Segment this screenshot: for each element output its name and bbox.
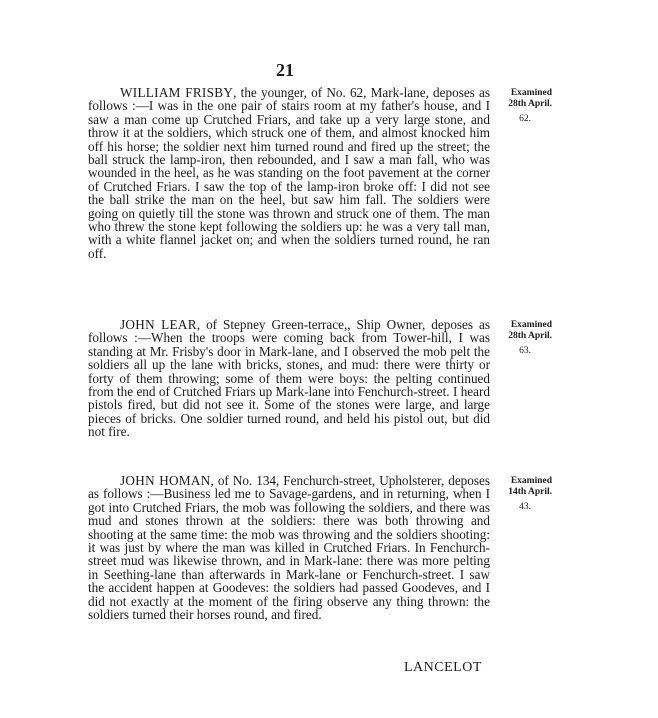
deposition-frisby [88, 86, 490, 260]
page-number: 21 [276, 60, 294, 80]
deposition-text: , the younger, of No. 62, Mark-lane, deposes as follows :—I was in the one pair of stairs room at my father's house, and I saw a man come up Crutched Friars, and take up a very large stone, and throw it at the soldiers, which struck one of them, and almost knocked him off his horse; the soldier next him turned round and fired up the street; the ball struck the lamp-iron, then rebounded, and I saw a man fall, who was wounded in the heel, as he was standing on the foot pavement at the corner of Crutched Friars. I saw the top of the lamp-iron broke off: I did not see the ball strike the man on the heel, but saw him fall. The soldiers were going on quietly till the stone was thrown and struck one of them. The man who threw the stone kept following the soldiers up: he was a very tall man, with a white flannel jacket on; and when the soldiers turned round, he ran off. [88, 85, 490, 261]
deponent-name: JOHN HOMAN [120, 473, 211, 488]
margin-note-homan [492, 476, 552, 513]
margin-note-lear [492, 320, 552, 357]
margin-number: 63. [519, 346, 531, 356]
deposition-text: , of No. 134, Fenchurch-street, Upholsterer, deposes as follows :—Business led me to Savage-gardens, and in returning, when I got into Crutched Friars, the mob was following the soldiers, and there was mud and stones thrown at the soldiers: there was both throwing and shooting at the same time: the mob was throwing and the soldiers shooting: it was just by where the man was killed in Crutched Friars. In Fenchurch-street mud was likewise thrown, and in Mark-lane: there was more pelting in Seething-lane than afterwards in Mark-lane or Fenchurch-street. I saw the accident happen at Goodeves: the soldiers had passed Goodeves, and I did not exactly at the moment of the firing observe any thing thrown: the soldiers turned their horses round, and fired. [88, 473, 490, 623]
margin-date: 28th April. [508, 99, 552, 109]
margin-note-frisby [492, 88, 552, 125]
deposition-text: , of Stepney Green-terrace,, Ship Owner, deposes as follows :—When the troops were coming back from Tower-hill, I was standing at Mr. Frisby's door in Mark-lane, and I observed the mob pelt the soldiers all up the lane with bricks, stones, and mud: there were thirty or forty of them throwing; some of them were boys: the pelting continued from the end of Crutched Friars up Mark-lane into Fenchurch-street. I heard pistols fired, but did not see it. Some of the stones were large, and large pieces of bricks. One soldier turned round, and held his pistol out, but did not fire. [88, 317, 490, 440]
deposition-lear [88, 318, 490, 439]
margin-number: 62. [519, 114, 531, 124]
margin-examined: Examined [510, 320, 552, 330]
catchword: LANCELOT [404, 660, 482, 675]
margin-examined: Examined [510, 476, 552, 486]
deposition-homan [88, 474, 490, 621]
margin-examined: Examined [510, 88, 552, 98]
margin-number: 43. [519, 502, 531, 512]
deponent-name: WILLIAM FRISBY [120, 85, 234, 100]
margin-date: 28th April. [508, 331, 552, 341]
margin-date: 14th April. [508, 487, 552, 497]
deponent-name: JOHN LEAR [120, 317, 197, 332]
